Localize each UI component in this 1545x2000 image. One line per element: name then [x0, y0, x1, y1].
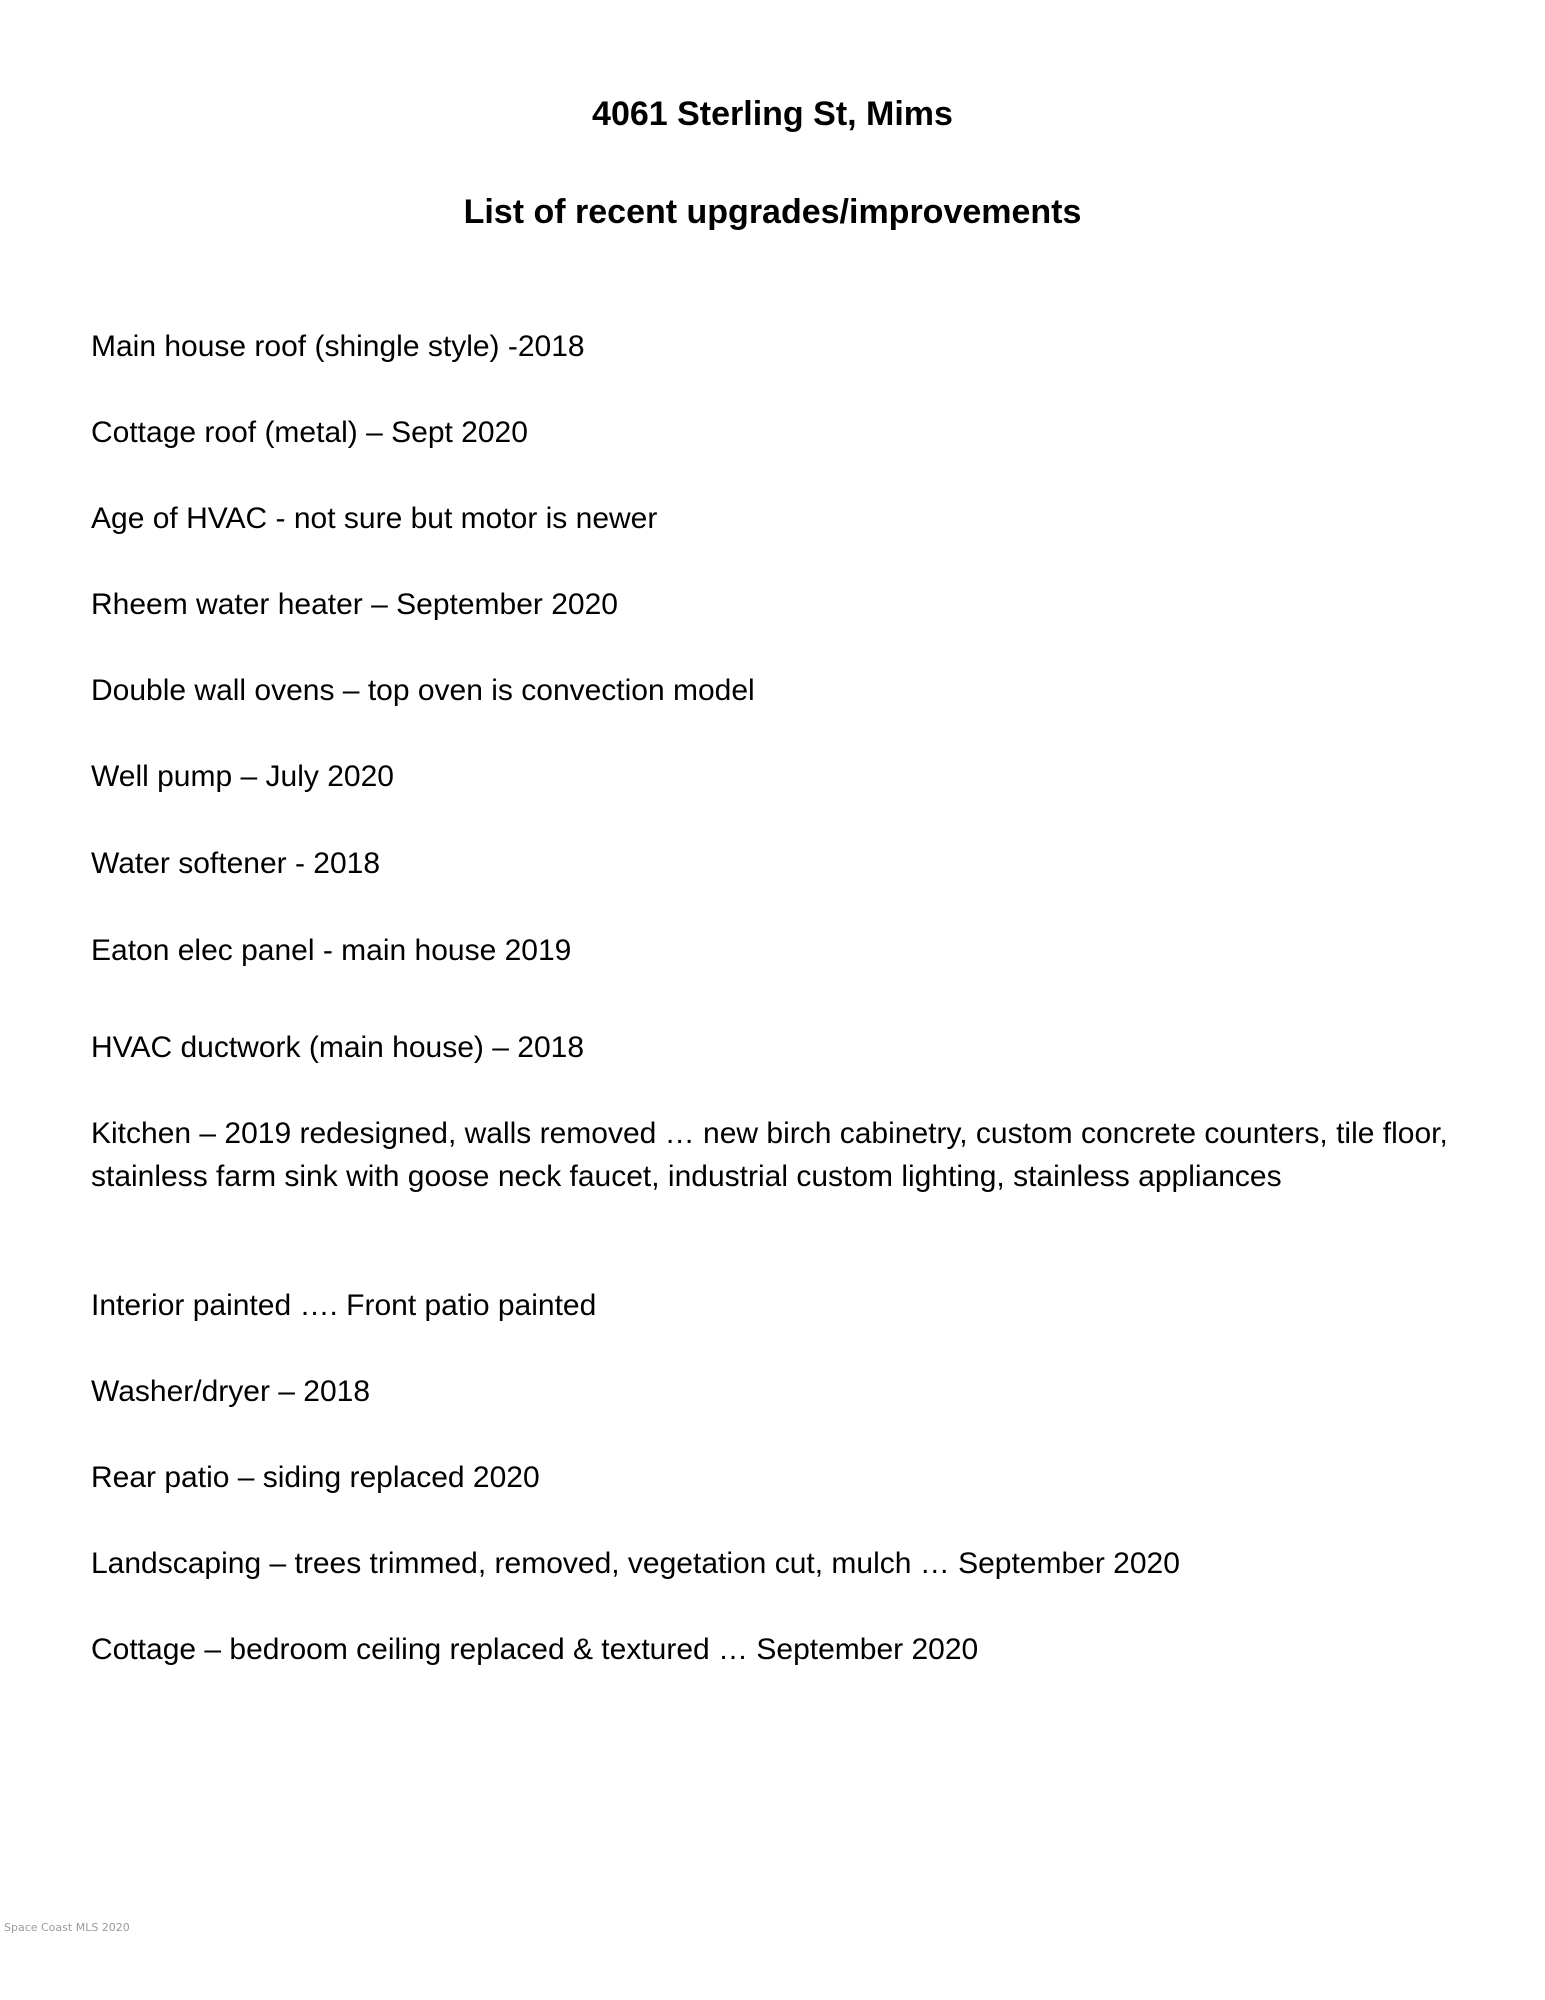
- list-item: Kitchen – 2019 redesigned, walls removed … new birch cabinetry, custom concrete counters, tile floor, stainless farm sink with goose neck faucet, industrial custom lighting, stainless appliances: [91, 1117, 1448, 1193]
- list-item: Main house roof (shingle style) -2018: [91, 330, 585, 363]
- document-title: 4061 Sterling St, Mims: [592, 95, 953, 133]
- list-item: Cottage roof (metal) – Sept 2020: [91, 416, 528, 449]
- list-item: Rear patio – siding replaced 2020: [91, 1461, 540, 1494]
- list-item: Interior painted …. Front patio painted: [91, 1289, 597, 1322]
- list-item: Cottage – bedroom ceiling replaced & textured … September 2020: [91, 1633, 979, 1666]
- list-item: Landscaping – trees trimmed, removed, vegetation cut, mulch … September 2020: [91, 1547, 1180, 1580]
- list-item: Eaton elec panel - main house 2019: [91, 934, 572, 967]
- list-item: Well pump – July 2020: [91, 760, 394, 793]
- mls-watermark: Space Coast MLS 2020: [4, 1921, 130, 1934]
- list-item: Water softener - 2018: [91, 847, 381, 880]
- list-item: Washer/dryer – 2018: [91, 1375, 371, 1408]
- list-item: Rheem water heater – September 2020: [91, 588, 618, 621]
- list-item: Age of HVAC - not sure but motor is newer: [91, 502, 658, 535]
- list-item: HVAC ductwork (main house) – 2018: [91, 1031, 585, 1064]
- list-item: Double wall ovens – top oven is convection model: [91, 674, 755, 707]
- document-subtitle: List of recent upgrades/improvements: [463, 193, 1082, 231]
